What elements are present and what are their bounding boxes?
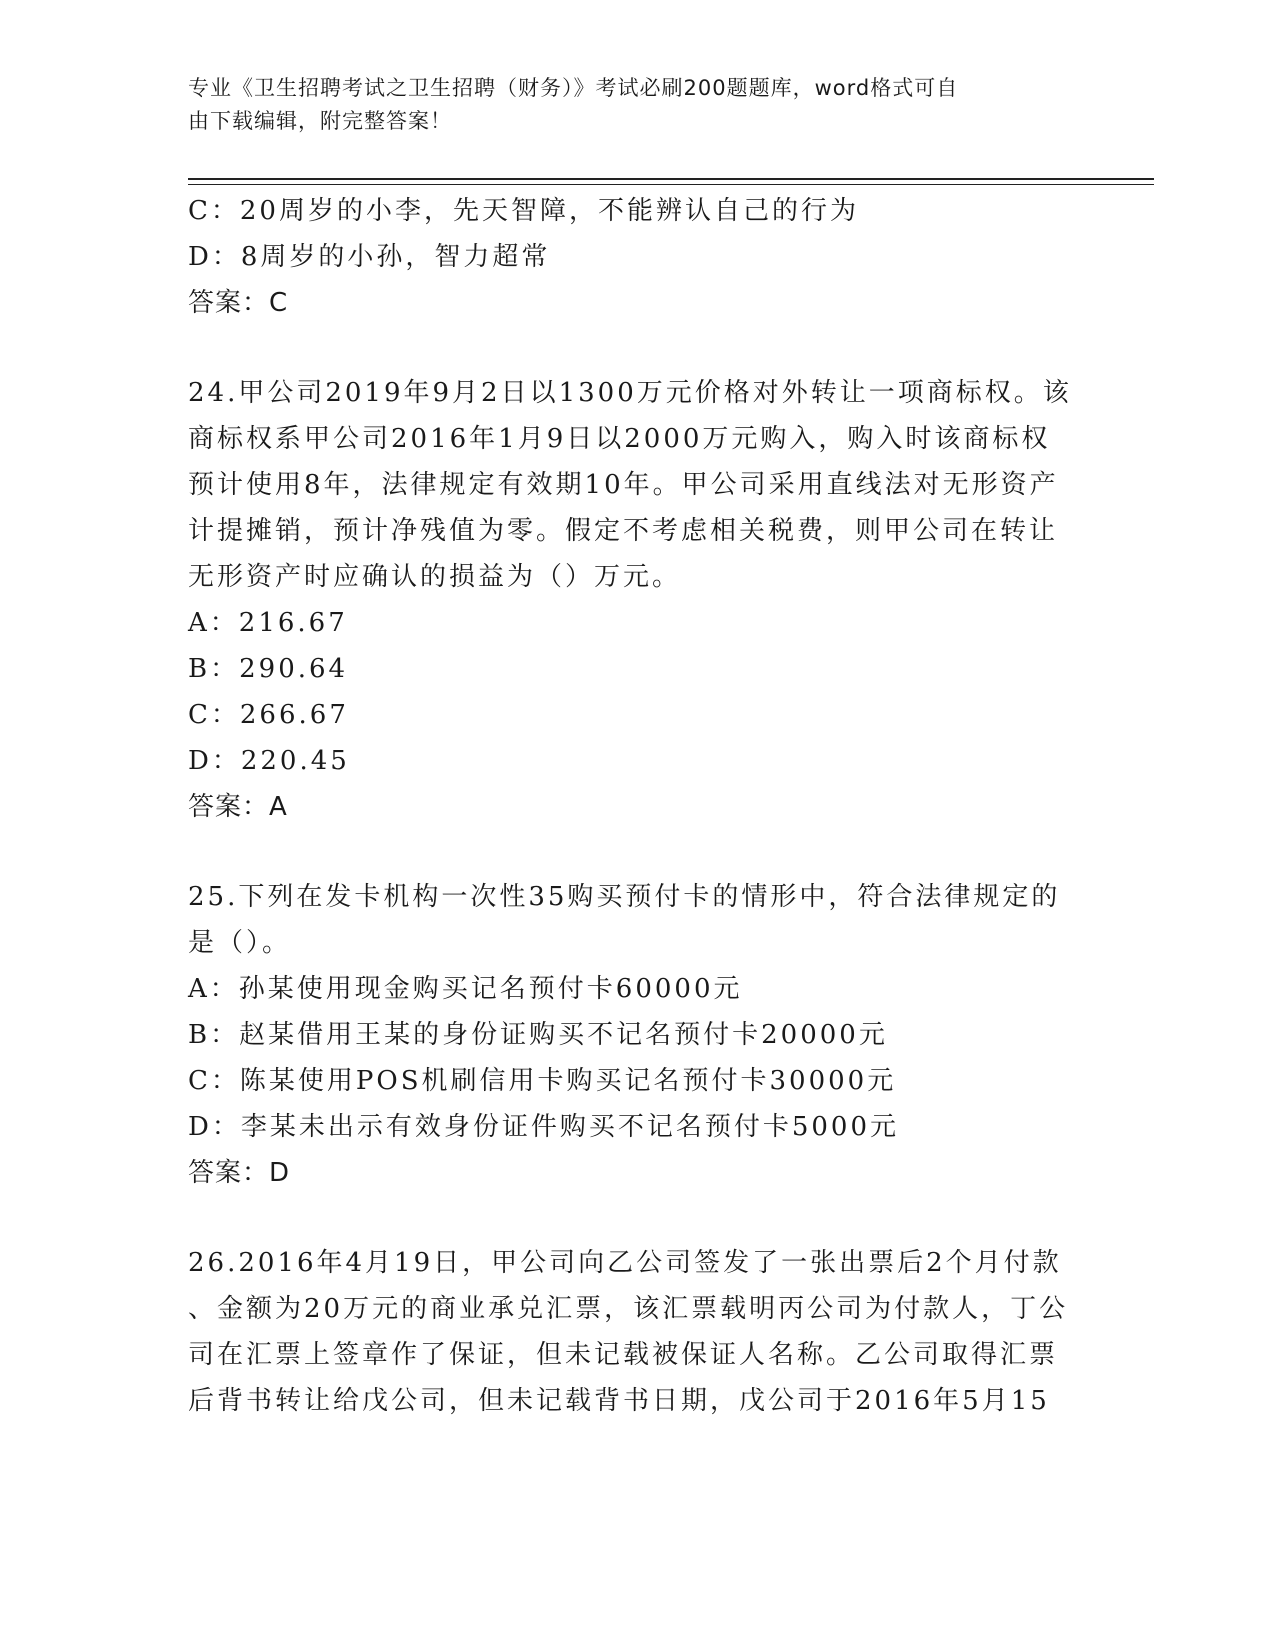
option-d: D：220.45 — [188, 746, 350, 776]
document-header — [188, 72, 1068, 138]
question-text-line: 计提摊销，预计净残值为零。假定不考虑相关税费，则甲公司在转让 — [188, 516, 1059, 546]
question-text-line: 26.2016年4月19日，甲公司向乙公司签发了一张出票后2个月付款 — [188, 1248, 1062, 1278]
option-c: C：陈某使用POS机刷信用卡购买记名预付卡30000元 — [188, 1066, 897, 1096]
question-text-line: 预计使用8年，法律规定有效期10年。甲公司采用直线法对无形资产 — [188, 470, 1059, 500]
question-24 — [188, 370, 1088, 830]
answer: 答案：C — [188, 288, 289, 318]
spacer — [188, 326, 1088, 370]
header-line-2: 由下载编辑，附完整答案！ — [188, 109, 452, 133]
header-line-1: 专业《卫生招聘考试之卫生招聘（财务）》考试必刷200题题库，word格式可自 — [188, 76, 959, 100]
answer: 答案：A — [188, 792, 288, 822]
spacer — [188, 1196, 1088, 1240]
prev-question — [188, 188, 1088, 326]
question-25 — [188, 874, 1088, 1196]
question-text-line: 无形资产时应确认的损益为（）万元。 — [188, 562, 682, 592]
question-text-line: 商标权系甲公司2016年1月9日以2000万元购入，购入时该商标权 — [188, 424, 1051, 454]
header-rule-thin — [188, 184, 1154, 185]
option-d: D：8周岁的小孙，智力超常 — [188, 242, 551, 272]
option-c: C：266.67 — [188, 700, 349, 730]
question-content — [188, 188, 1088, 1424]
answer: 答案：D — [188, 1158, 291, 1188]
option-a: A：孙某使用现金购买记名预付卡60000元 — [188, 974, 743, 1004]
question-text-line: 24.甲公司2019年9月2日以1300万元价格对外转让一项商标权。该 — [188, 378, 1072, 408]
spacer — [188, 830, 1088, 874]
question-text-line: 、金额为20万元的商业承兑汇票，该汇票载明丙公司为付款人，丁公 — [188, 1294, 1069, 1324]
option-d: D：李某未出示有效身份证件购买不记名预付卡5000元 — [188, 1112, 900, 1142]
question-text-line: 司在汇票上签章作了保证，但未记载被保证人名称。乙公司取得汇票 — [188, 1340, 1059, 1370]
option-a: A：216.67 — [188, 608, 348, 638]
question-text-line: 25.下列在发卡机构一次性35购买预付卡的情形中，符合法律规定的 — [188, 882, 1061, 912]
header-rule-thick — [188, 178, 1154, 180]
question-text-line: 是（）。 — [188, 928, 292, 958]
option-c: C：20周岁的小李，先天智障，不能辨认自己的行为 — [188, 196, 859, 226]
option-b: B：290.64 — [188, 654, 349, 684]
option-b: B：赵某借用王某的身份证购买不记名预付卡20000元 — [188, 1020, 888, 1050]
question-26 — [188, 1240, 1088, 1424]
question-text-line: 后背书转让给戊公司，但未记载背书日期，戊公司于2016年5月15 — [188, 1386, 1050, 1416]
